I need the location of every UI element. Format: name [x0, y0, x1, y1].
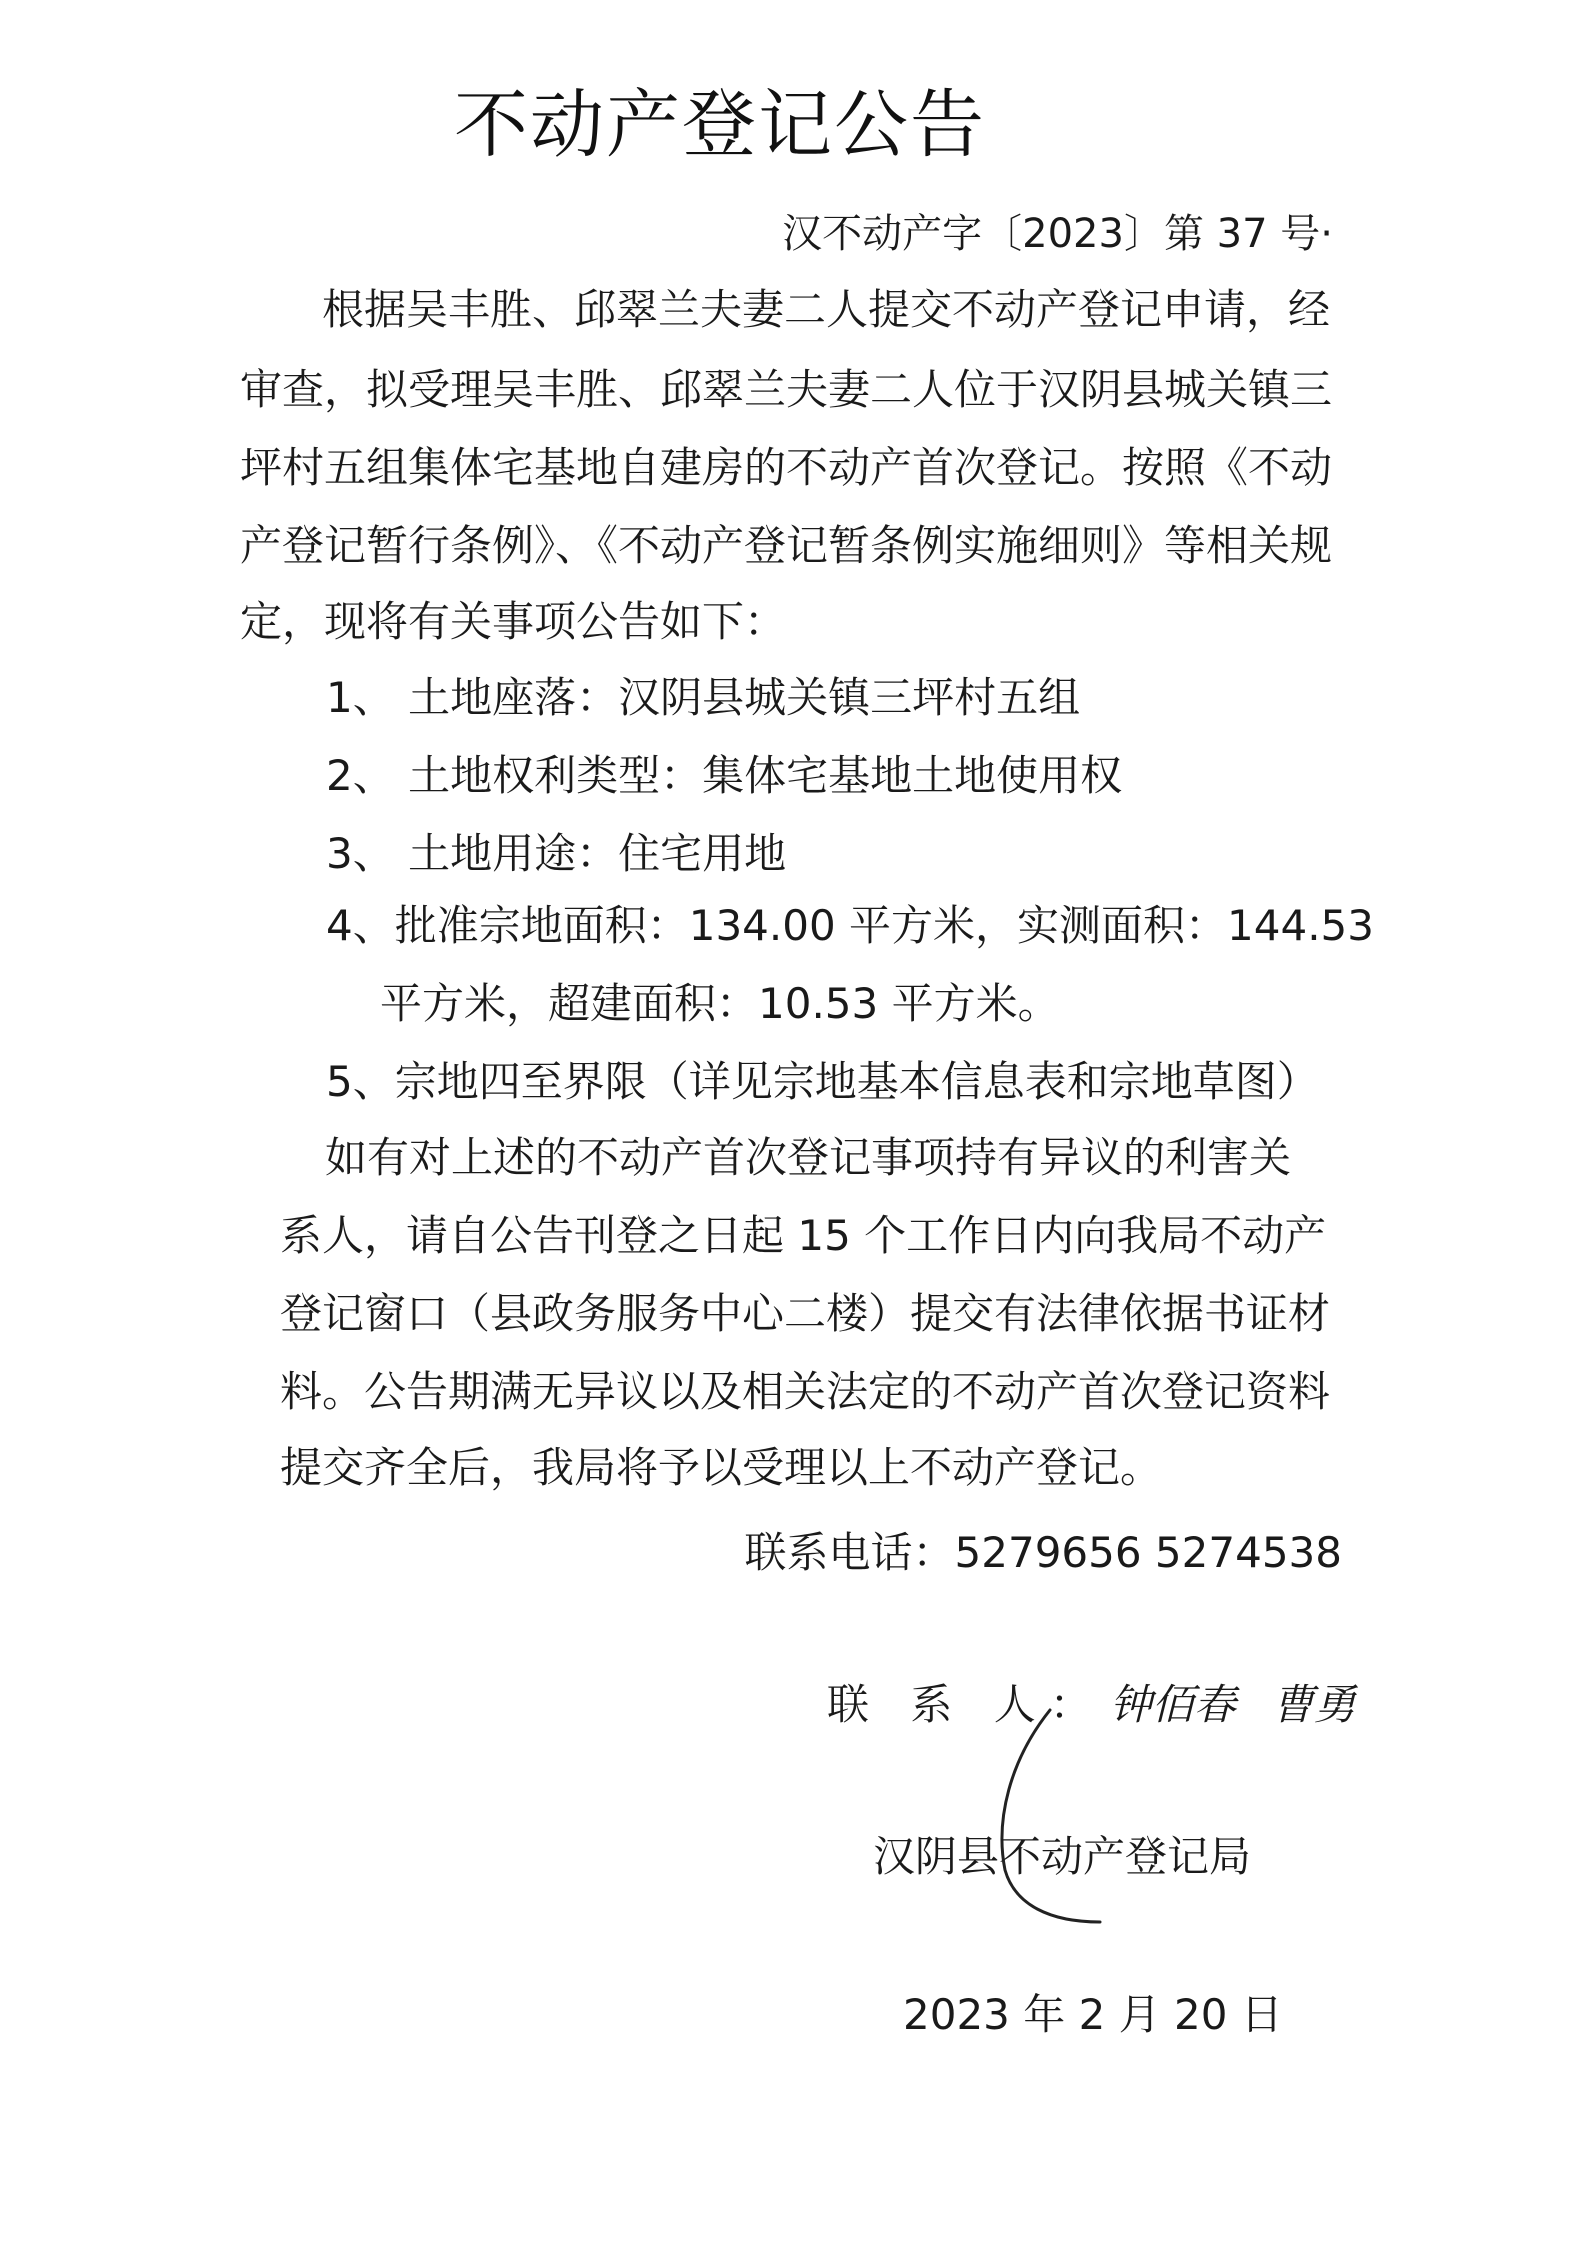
contact-signature-1: 钟佰春 — [1109, 1680, 1236, 1729]
item-area: 4、批准宗地面积：134.00 平方米，实测面积：144.53 — [326, 901, 1374, 950]
contact-signature-2: 曹勇 — [1271, 1680, 1356, 1729]
closing-line-1: 如有对上述的不动产首次登记事项持有异议的利害关 — [325, 1133, 1292, 1182]
signature-stroke — [990, 1700, 1130, 1930]
intro-line-1: 根据吴丰胜、邱翠兰夫妻二人提交不动产登记申请，经 — [322, 285, 1331, 334]
intro-line-2: 审查，拟受理吴丰胜、邱翠兰夫妻二人位于汉阴县城关镇三 — [240, 365, 1333, 414]
issuing-authority: 汉阴县不动产登记局 — [873, 1832, 1252, 1881]
item-land-use: 3、 土地用途：住宅用地 — [326, 829, 787, 878]
closing-line-3: 登记窗口（县政务服务中心二楼）提交有法律依据书证材 — [280, 1289, 1331, 1338]
closing-line-5: 提交齐全后，我局将予以受理以上不动产登记。 — [280, 1443, 1163, 1492]
closing-line-2: 系人，请自公告刊登之日起 15 个工作日内向我局不动产 — [280, 1211, 1327, 1260]
intro-line-5: 定，现将有关事项公告如下： — [240, 597, 787, 646]
item-land-location: 1、 土地座落：汉阴县城关镇三坪村五组 — [326, 673, 1081, 722]
item-area-continued: 平方米，超建面积：10.53 平方米。 — [380, 979, 1060, 1028]
contact-person — [827, 1672, 1356, 1732]
contact-person-label: 联 系 人： — [827, 1680, 1106, 1729]
closing-line-4: 料。公告期满无异议以及相关法定的不动产首次登记资料 — [280, 1367, 1331, 1416]
page-title: 不动产登记公告 — [454, 82, 986, 168]
contact-phone: 联系电话：5279656 5274538 — [744, 1528, 1342, 1577]
item-boundaries: 5、宗地四至界限（详见宗地基本信息表和宗地草图） — [326, 1057, 1319, 1106]
issue-date: 2023 年 2 月 20 日 — [903, 1990, 1283, 2039]
item-land-right-type: 2、 土地权利类型：集体宅基地土地使用权 — [326, 751, 1123, 800]
intro-line-3: 坪村五组集体宅基地自建房的不动产首次登记。按照《不动 — [240, 443, 1333, 492]
document-number: 汉不动产字〔2023〕第 37 号· — [782, 211, 1333, 257]
intro-line-4: 产登记暂行条例》、《不动产登记暂条例实施细则》等相关规 — [240, 521, 1333, 570]
